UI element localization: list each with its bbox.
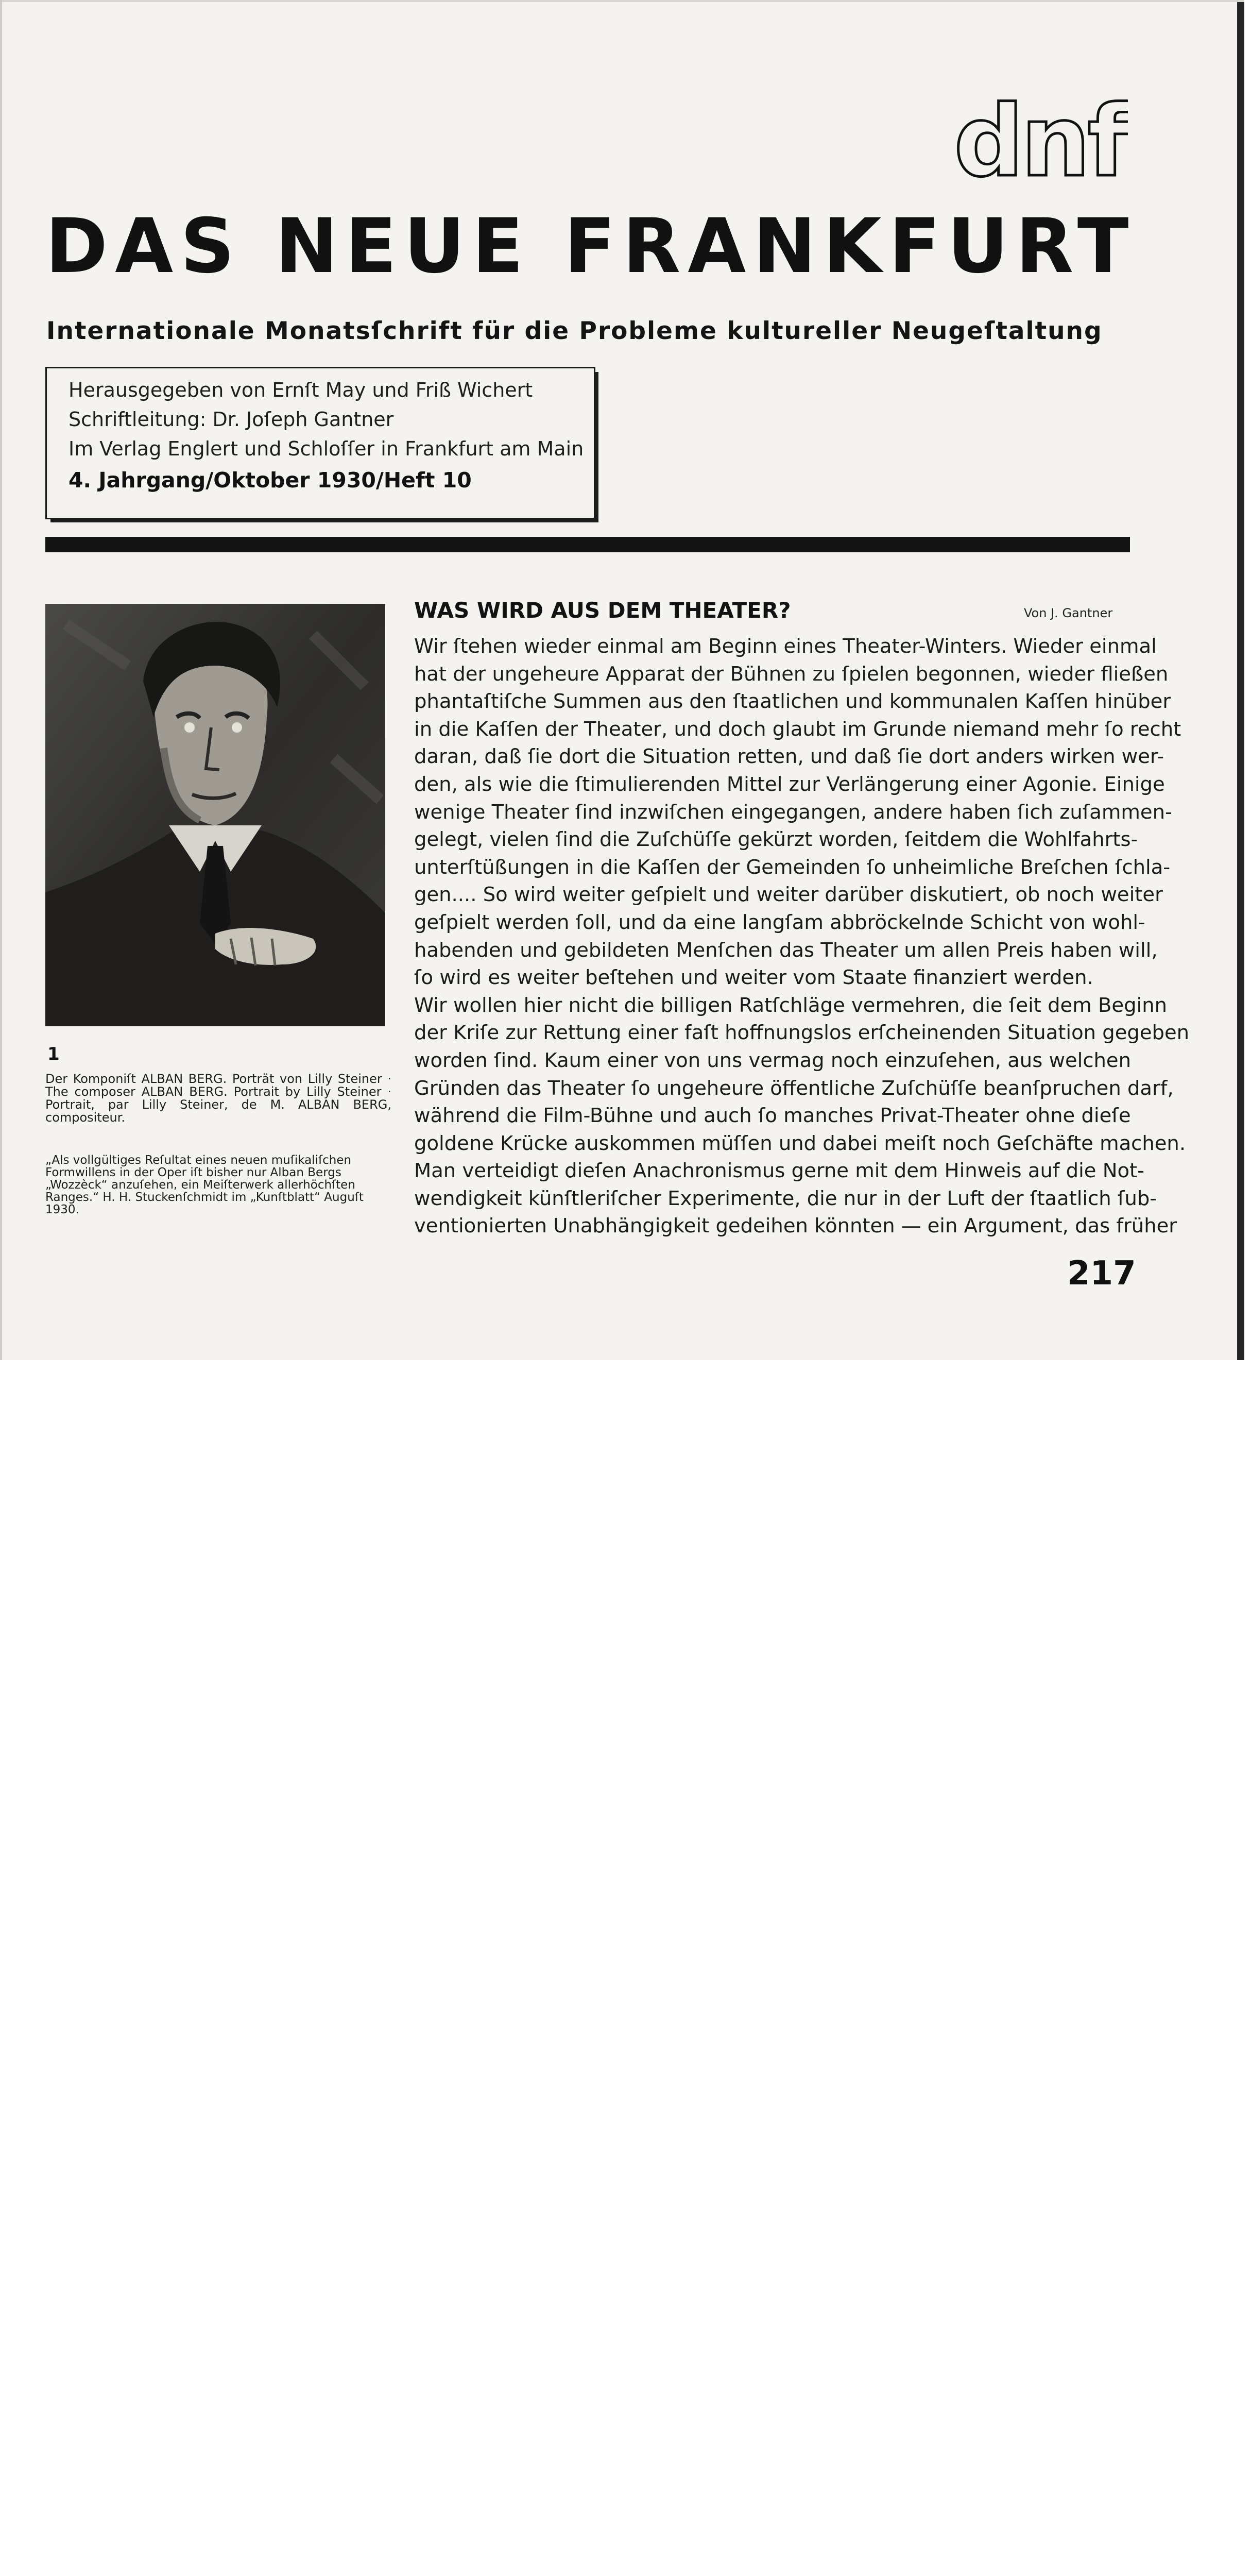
body-line: Wir ſtehen wieder einmal am Beginn eines Theater-Winters. Wieder einmal <box>414 635 1157 658</box>
body-line: phantaſtiſche Summen aus den ſtaatlichen und kommunalen Kaſſen hinüber <box>414 690 1171 714</box>
digitization-footer <box>0 1360 1251 1459</box>
body-line: worden ſind. Kaum einer von uns vermag noch einzuſehen, aus welchen <box>414 1048 1132 1072</box>
body-line: daran, daß ſie dort die Situation retten, und daß ſie dort anders wirken wer- <box>414 745 1164 769</box>
figure-quote: „Als vollgültiges Reſultat eines neuen muſikaliſchen Formwillens in der Oper iſt bisher nur Alban Bergs „Wozzèck“ anzuſehen, ein Meiſterwerk allerhöchſten Ranges.“ H. H. Stuckenſchmidt im „Kunſtblatt“ Auguſt 1930. <box>45 1154 364 1216</box>
dnf-logo-text: dnf <box>954 93 1127 196</box>
body-line: wendigkeit künſtleriſcher Experimente, die nur in der Luft der ſtaatlich ſub- <box>414 1187 1157 1210</box>
body-line: ventionierten Unabhängigkeit gedeihen könnten — ein Argument, das früher <box>414 1214 1177 1238</box>
article-author: Von J. Gantner <box>1024 606 1113 620</box>
body-line: hat der ungeheure Apparat der Bühnen zu ſpielen begonnen, wieder fließen <box>414 662 1169 686</box>
imprint-editorial: Schriftleitung: Dr. Joſeph Gantner <box>68 408 394 431</box>
portrait-image <box>45 604 385 1026</box>
article-title: WAS WIRD AUS DEM THEATER? <box>414 598 791 623</box>
divider-rule <box>45 537 1130 552</box>
body-line: Wir wollen hier nicht die billigen Ratſchläge vermehren, die ſeit dem Beginn <box>414 993 1168 1017</box>
imprint-editors: Herausgegeben von Ernſt May und Friß Wichert <box>68 379 533 401</box>
imprint-box <box>45 367 595 519</box>
article-body <box>414 633 1190 1240</box>
page-edge <box>0 0 1244 2</box>
body-line: gen.... So wird weiter geſpielt und weiter darüber diskutiert, ob noch weiter <box>414 883 1163 907</box>
dnf-logo <box>953 93 1128 196</box>
body-line: ſo wird es weiter beſtehen und weiter vom Staate finanziert werden. <box>414 966 1093 990</box>
body-line: goldene Krücke auskommen müſſen und dabei meiſt noch Geſchäfte machen. <box>414 1131 1186 1155</box>
body-line: gelegt, vielen ſind die Zuſchüſſe gekürzt worden, ſeitdem die Wohlfahrts- <box>414 828 1138 852</box>
figure-caption: Der Komponiſt ALBAN BERG. Porträt von Lilly Steiner · The composer ALBAN BERG. Portrait by Lilly Steiner · Portrait, par Lilly Steiner, de M. ALBAN BERG, compositeur. <box>45 1072 391 1125</box>
page-edge <box>0 0 2 1360</box>
masthead-subtitle: Internationale Monatsſchrift für die Probleme kultureller Neugeſtaltung <box>46 317 1103 345</box>
body-line: unterſtüßungen in die Kaſſen der Gemeinden ſo unheimliche Breſchen ſchla- <box>414 855 1171 879</box>
body-line: Gründen das Theater ſo ungeheure öffentliche Zuſchüſſe beanſpruchen darf, <box>414 1076 1174 1100</box>
body-line: Man verteidigt dieſen Anachronismus gerne mit dem Hinweis auf die Not- <box>414 1159 1145 1183</box>
body-line: wenige Theater ſind inzwiſchen eingegangen, andere haben ſich zuſammen- <box>414 800 1172 824</box>
body-line: geſpielt werden ſoll, und da eine langſam abbröckelnde Schicht von wohl- <box>414 910 1145 934</box>
body-line: in die Kaſſen der Theater, und doch glaubt im Grunde niemand mehr ſo recht <box>414 717 1181 741</box>
figure-number: 1 <box>47 1044 60 1064</box>
masthead-title: DAS NEUE FRANKFURT <box>45 202 1136 290</box>
page-number: 217 <box>1067 1255 1136 1293</box>
body-line: während die Film-Bühne und auch ſo manches Privat-Theater ohne dieſe <box>414 1104 1131 1128</box>
body-line: der Kriſe zur Rettung einer faſt hoffnungslos erſcheinenden Situation gegeben <box>414 1021 1190 1045</box>
imprint-publisher: Im Verlag Englert und Schloſſer in Frankfurt am Main <box>68 437 584 460</box>
issue-line: 4. Jahrgang/Oktober 1930/Heft 10 <box>68 468 472 493</box>
body-line: habenden und gebildeten Menſchen das Theater um allen Preis haben will, <box>414 938 1158 962</box>
body-line: den, als wie die ſtimulierenden Mittel zur Verlängerung einer Agonie. Einige <box>414 772 1165 796</box>
